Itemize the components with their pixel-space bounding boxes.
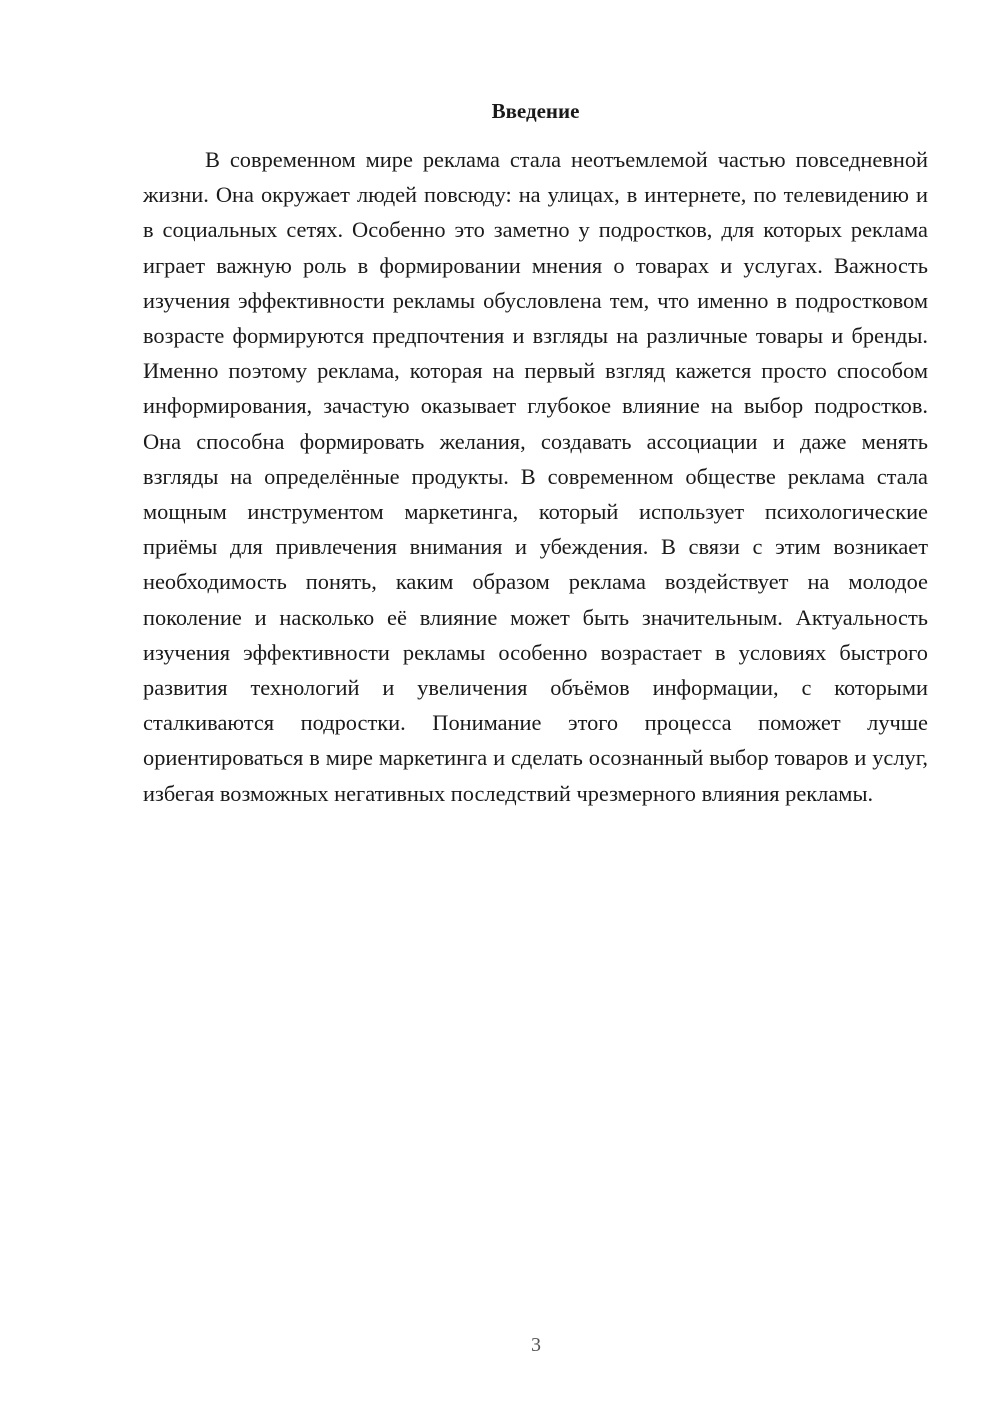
section-title: Введение <box>491 99 580 123</box>
page-number: 3 <box>531 1334 541 1356</box>
body-paragraph: В современном мире реклама стала неотъемлемой частью повседневной жизни. Она окружает людей повсюду: на улицах, в интернете, по телевидению и в социальных сетях. Особенно это заметно у подростков, для которых реклама играет важную роль в формировании мнения о товарах и услугах. Важность изучения эффективности рекламы обусловлена тем, что именно в подростковом возрасте формируются предпочтения и взгляды на различные товары и бренды. Именно поэтому реклама, которая на первый взгляд кажется просто способом информирования, зачастую оказывает глубокое влияние на выбор подростков. Она способна формировать желания, создавать ассоциации и даже менять взгляды на определённые продукты. В современном обществе реклама стала мощным инструментом маркетинга, который использует психологические приёмы для привлечения внимания и убеждения. В связи с этим возникает необходимость понять, каким образом реклама воздействует на молодое поколение и насколько её влияние может быть значительным. Актуальность изучения эффективности рекламы особенно возрастает в условиях быстрого развития технологий и увеличения объёмов информации, с которыми сталкиваются подростки. Понимание этого процесса поможет лучше ориентироваться в мире маркетинга и сделать осознанный выбор товаров и услуг, избегая возможных негативных последствий чрезмерного влияния рекламы. <box>143 147 928 806</box>
